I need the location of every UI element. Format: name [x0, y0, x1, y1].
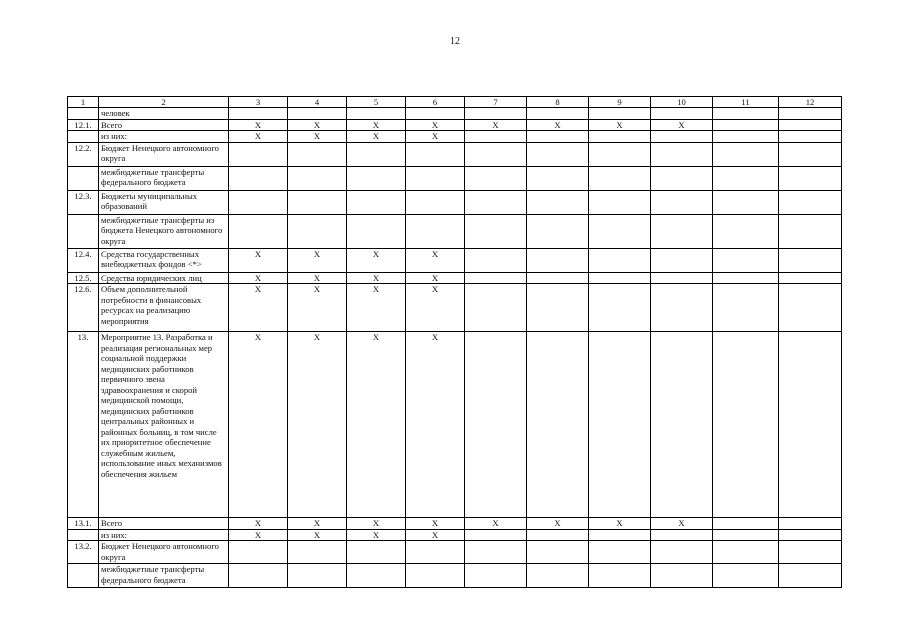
value-cell	[651, 142, 713, 166]
value-cell	[779, 248, 842, 272]
value-cell	[779, 529, 842, 541]
value-cell: X	[229, 131, 288, 143]
value-cell	[527, 284, 589, 332]
value-cell	[527, 131, 589, 143]
row-number	[68, 166, 99, 190]
value-cell	[779, 214, 842, 248]
row-label: Средства государственных внебюджетных фондов <*>	[99, 248, 229, 272]
value-cell	[713, 166, 779, 190]
row-label: Всего	[99, 119, 229, 131]
value-cell	[465, 214, 527, 248]
value-cell	[651, 272, 713, 284]
value-cell	[465, 284, 527, 332]
value-cell	[406, 564, 465, 588]
row-number	[68, 214, 99, 248]
value-cell: X	[288, 518, 347, 530]
value-cell: X	[229, 248, 288, 272]
page-number: 12	[450, 36, 460, 47]
value-cell	[713, 529, 779, 541]
table-row	[68, 272, 842, 284]
value-cell	[229, 166, 288, 190]
value-cell	[651, 108, 713, 120]
value-cell	[589, 272, 651, 284]
value-cell: X	[347, 272, 406, 284]
value-cell	[779, 518, 842, 530]
value-cell	[779, 272, 842, 284]
table-row	[68, 332, 842, 518]
value-cell: X	[465, 119, 527, 131]
value-cell	[589, 332, 651, 518]
value-cell: X	[288, 284, 347, 332]
value-cell	[406, 190, 465, 214]
budget-table	[67, 96, 842, 588]
value-cell	[779, 108, 842, 120]
value-cell: X	[288, 119, 347, 131]
row-number: 13.	[68, 332, 99, 518]
column-header: 1	[68, 97, 99, 108]
value-cell	[229, 108, 288, 120]
value-cell	[347, 214, 406, 248]
value-cell	[651, 529, 713, 541]
row-label: межбюджетные трансферты федерального бюджета	[99, 166, 229, 190]
value-cell	[465, 564, 527, 588]
row-number: 12.1.	[68, 119, 99, 131]
value-cell: X	[347, 518, 406, 530]
value-cell	[347, 541, 406, 564]
table-row	[68, 142, 842, 166]
value-cell: X	[406, 131, 465, 143]
value-cell	[589, 190, 651, 214]
row-label: Всего	[99, 518, 229, 530]
value-cell	[589, 529, 651, 541]
value-cell	[651, 248, 713, 272]
table-row	[68, 131, 842, 143]
value-cell: X	[288, 332, 347, 518]
row-label: Бюджеты муниципальных образований	[99, 190, 229, 214]
value-cell	[229, 142, 288, 166]
column-header: 4	[288, 97, 347, 108]
value-cell	[465, 529, 527, 541]
value-cell	[288, 142, 347, 166]
value-cell	[288, 108, 347, 120]
value-cell	[527, 564, 589, 588]
value-cell: X	[229, 518, 288, 530]
value-cell: X	[651, 518, 713, 530]
value-cell: X	[406, 284, 465, 332]
value-cell: X	[229, 529, 288, 541]
row-number: 12.5.	[68, 272, 99, 284]
row-label: человек	[99, 108, 229, 120]
value-cell: X	[651, 119, 713, 131]
row-number	[68, 108, 99, 120]
value-cell	[465, 541, 527, 564]
table-row	[68, 190, 842, 214]
value-cell	[713, 284, 779, 332]
value-cell	[779, 564, 842, 588]
value-cell: X	[288, 248, 347, 272]
value-cell	[651, 190, 713, 214]
row-label: Средства юридических лиц	[99, 272, 229, 284]
row-number: 13.2.	[68, 541, 99, 564]
column-header: 3	[229, 97, 288, 108]
value-cell	[406, 166, 465, 190]
row-number	[68, 529, 99, 541]
value-cell	[713, 332, 779, 518]
table-row	[68, 284, 842, 332]
value-cell	[288, 190, 347, 214]
value-cell	[347, 166, 406, 190]
table-row	[68, 518, 842, 530]
value-cell: X	[347, 332, 406, 518]
value-cell	[713, 142, 779, 166]
value-cell	[229, 564, 288, 588]
value-cell	[229, 541, 288, 564]
value-cell	[465, 166, 527, 190]
table-row	[68, 529, 842, 541]
value-cell	[651, 166, 713, 190]
value-cell	[779, 541, 842, 564]
value-cell	[527, 541, 589, 564]
value-cell	[713, 272, 779, 284]
value-cell	[713, 541, 779, 564]
value-cell	[527, 108, 589, 120]
value-cell: X	[406, 248, 465, 272]
value-cell	[527, 248, 589, 272]
value-cell	[406, 108, 465, 120]
value-cell	[527, 142, 589, 166]
value-cell: X	[288, 131, 347, 143]
row-number: 12.4.	[68, 248, 99, 272]
value-cell	[651, 564, 713, 588]
value-cell	[288, 564, 347, 588]
value-cell: X	[347, 119, 406, 131]
value-cell	[779, 332, 842, 518]
value-cell: X	[229, 284, 288, 332]
value-cell	[589, 248, 651, 272]
value-cell	[713, 190, 779, 214]
column-header: 6	[406, 97, 465, 108]
row-label: из них:	[99, 131, 229, 143]
value-cell	[406, 214, 465, 248]
value-cell	[589, 142, 651, 166]
value-cell: X	[406, 529, 465, 541]
column-header: 2	[99, 97, 229, 108]
value-cell	[589, 214, 651, 248]
row-label: межбюджетные трансферты федерального бюджета	[99, 564, 229, 588]
value-cell	[465, 332, 527, 518]
value-cell: X	[288, 529, 347, 541]
value-cell: X	[347, 248, 406, 272]
value-cell	[288, 541, 347, 564]
value-cell	[779, 190, 842, 214]
column-header: 10	[651, 97, 713, 108]
value-cell: X	[465, 518, 527, 530]
value-cell	[465, 248, 527, 272]
value-cell	[527, 214, 589, 248]
value-cell: X	[229, 119, 288, 131]
table-row	[68, 564, 842, 588]
column-header: 9	[589, 97, 651, 108]
value-cell	[713, 108, 779, 120]
value-cell	[713, 248, 779, 272]
table-row	[68, 248, 842, 272]
value-cell	[527, 272, 589, 284]
value-cell: X	[406, 332, 465, 518]
value-cell	[779, 131, 842, 143]
value-cell	[589, 108, 651, 120]
value-cell	[465, 131, 527, 143]
row-label: из них:	[99, 529, 229, 541]
row-label: межбюджетные трансферты из бюджета Ненецкого автономного округа	[99, 214, 229, 248]
table-row	[68, 541, 842, 564]
table-row	[68, 108, 842, 120]
table-row	[68, 166, 842, 190]
value-cell	[465, 108, 527, 120]
value-cell: X	[288, 272, 347, 284]
value-cell	[406, 541, 465, 564]
column-header-row	[68, 97, 842, 108]
value-cell	[465, 142, 527, 166]
row-number: 12.6.	[68, 284, 99, 332]
value-cell	[589, 284, 651, 332]
value-cell	[651, 214, 713, 248]
value-cell	[527, 190, 589, 214]
column-header: 12	[779, 97, 842, 108]
value-cell	[713, 518, 779, 530]
column-header: 5	[347, 97, 406, 108]
column-header: 11	[713, 97, 779, 108]
value-cell	[713, 131, 779, 143]
value-cell: X	[406, 518, 465, 530]
row-number: 12.2.	[68, 142, 99, 166]
value-cell: X	[347, 529, 406, 541]
row-number	[68, 131, 99, 143]
value-cell	[651, 131, 713, 143]
value-cell: X	[347, 131, 406, 143]
row-label: Бюджет Ненецкого автономного округа	[99, 142, 229, 166]
value-cell	[229, 190, 288, 214]
value-cell	[589, 131, 651, 143]
value-cell	[406, 142, 465, 166]
value-cell: X	[589, 518, 651, 530]
value-cell	[465, 272, 527, 284]
value-cell	[589, 166, 651, 190]
value-cell	[779, 166, 842, 190]
value-cell	[779, 142, 842, 166]
table-row	[68, 119, 842, 131]
value-cell	[288, 166, 347, 190]
table-row	[68, 214, 842, 248]
row-number	[68, 564, 99, 588]
column-header: 7	[465, 97, 527, 108]
value-cell	[651, 284, 713, 332]
value-cell	[527, 166, 589, 190]
value-cell	[589, 564, 651, 588]
value-cell	[465, 190, 527, 214]
value-cell: X	[406, 119, 465, 131]
row-number: 12.3.	[68, 190, 99, 214]
value-cell: X	[406, 272, 465, 284]
value-cell	[347, 190, 406, 214]
row-label: Объем дополнительной потребности в финансовых ресурсах на реализацию мероприятия	[99, 284, 229, 332]
value-cell: X	[589, 119, 651, 131]
value-cell: X	[347, 284, 406, 332]
value-cell: X	[229, 332, 288, 518]
value-cell	[713, 214, 779, 248]
value-cell: X	[527, 119, 589, 131]
value-cell	[651, 541, 713, 564]
value-cell	[527, 332, 589, 518]
row-label: Мероприятие 13. Разработка и реализация региональных мер социальной поддержки медицинских работников первичного звена здравоохранения и скорой медицинской помощи, медицинских работников центральных районных и районных больниц, в том числе их приоритетное обеспечение служебным жильем, использование иных механизмов обеспечения жильем	[99, 332, 229, 518]
value-cell	[713, 564, 779, 588]
column-header: 8	[527, 97, 589, 108]
value-cell	[288, 214, 347, 248]
value-cell	[229, 214, 288, 248]
value-cell	[779, 119, 842, 131]
value-cell: X	[527, 518, 589, 530]
value-cell: X	[229, 272, 288, 284]
row-label: Бюджет Ненецкого автономного округа	[99, 541, 229, 564]
row-number: 13.1.	[68, 518, 99, 530]
value-cell	[713, 119, 779, 131]
value-cell	[527, 529, 589, 541]
value-cell	[347, 108, 406, 120]
value-cell	[589, 541, 651, 564]
value-cell	[651, 332, 713, 518]
value-cell	[347, 142, 406, 166]
value-cell	[347, 564, 406, 588]
value-cell	[779, 284, 842, 332]
